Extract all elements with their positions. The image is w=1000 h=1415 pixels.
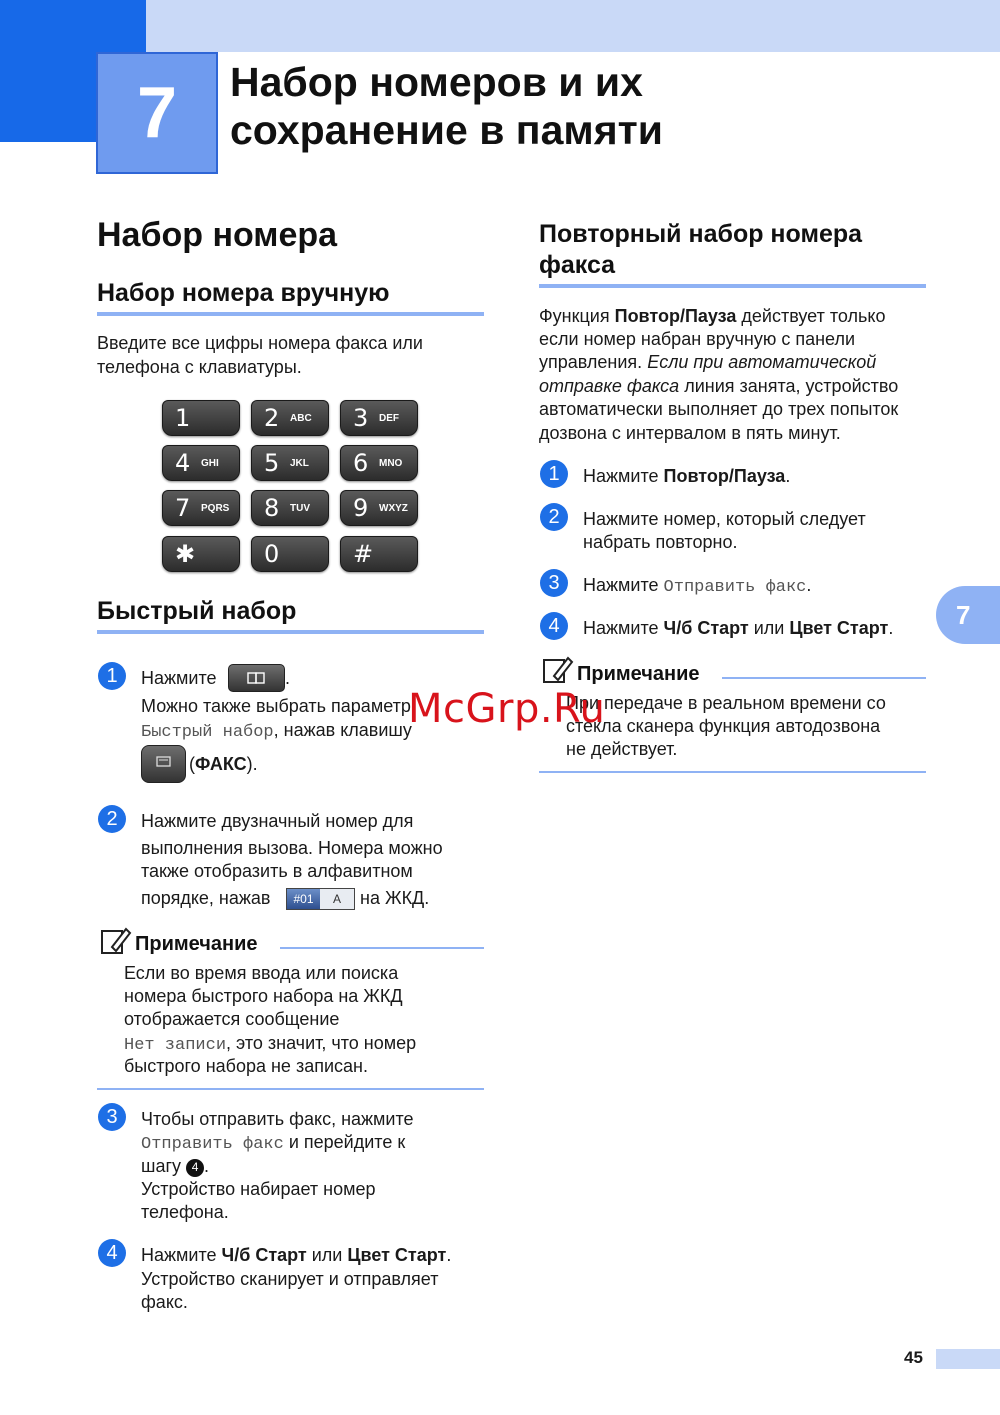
key-letters: TUV: [290, 502, 310, 514]
key-digit: 1: [175, 404, 191, 432]
keypad-key[interactable]: [162, 536, 240, 572]
dial-keypad: [162, 400, 418, 576]
note-pencil-icon: [100, 925, 132, 957]
speed-dial-title: Быстрый набор: [97, 597, 297, 625]
redial-p-l2: если номер набран вручную с панели: [539, 329, 856, 349]
redial-step-4: Нажмите Ч/б Старт или Цвет Старт.: [583, 618, 894, 638]
step-ref-badge[interactable]: 4: [186, 1159, 204, 1177]
manual-dial-rule: [97, 312, 484, 316]
fax-key-label: (ФАКС).: [189, 754, 258, 774]
key-letters: PQRS: [201, 502, 230, 514]
key-letters: MNO: [379, 457, 403, 469]
key-letters: DEF: [379, 412, 399, 424]
step-4-l3: факс.: [141, 1292, 188, 1312]
redial-step-1: Нажмите Повтор/Пауза.: [583, 466, 791, 486]
key-digit: 9: [353, 494, 369, 522]
chapter-title-line1: Набор номеров и их: [230, 59, 643, 105]
speed-dial-rule: [97, 630, 484, 634]
keypad-key[interactable]: [162, 400, 240, 436]
section-title: Набор номера: [97, 216, 338, 254]
key-digit: 7: [175, 494, 191, 522]
note-rule-bottom-right: [539, 771, 926, 773]
keypad-key[interactable]: [251, 445, 329, 481]
fax-button[interactable]: [141, 745, 186, 783]
note-right-l3: не действует.: [566, 739, 678, 759]
step-4-l1: Нажмите Ч/б Старт или Цвет Старт.: [141, 1245, 452, 1265]
note-left-l3: отображается сообщение: [124, 1009, 340, 1029]
key-digit: ✱: [175, 540, 196, 568]
keypad-key[interactable]: [340, 445, 418, 481]
key-digit: 3: [353, 404, 369, 432]
note-right-l2: стекла сканера функция автодозвона: [566, 716, 881, 736]
key-digit: 5: [264, 449, 280, 477]
keypad-key[interactable]: [340, 536, 418, 572]
step-3-l5: телефона.: [141, 1202, 229, 1222]
note-title-left: Примечание: [135, 933, 258, 955]
keypad-key[interactable]: [162, 490, 240, 526]
step-1-number: 1: [98, 662, 126, 690]
key-letters: ABC: [290, 412, 312, 424]
note-left-l1: Если во время ввода или поиска: [124, 963, 399, 983]
chapter-title: [230, 58, 970, 154]
page-number: 45: [904, 1348, 923, 1367]
redial-step-4-number: 4: [540, 612, 568, 640]
redial-title: Повторный набор номера факса: [539, 220, 863, 279]
step-4-number: 4: [98, 1239, 126, 1267]
step-1-line2: Можно также выбрать параметр: [141, 696, 411, 716]
note-title-right: Примечание: [577, 663, 700, 685]
note-pencil-icon: [542, 654, 574, 686]
watermark: McGrp.Ru: [408, 686, 606, 732]
step-3-number: 3: [98, 1103, 126, 1131]
keypad-key[interactable]: [162, 445, 240, 481]
redial-step-1-number: 1: [540, 460, 568, 488]
step-2-line4a: порядке, нажав: [141, 888, 271, 908]
key-digit: 8: [264, 494, 280, 522]
key-letters: JKL: [290, 457, 309, 469]
chapter-number: 7: [96, 52, 218, 174]
key-letters: GHI: [201, 457, 219, 469]
note-right-l1: При передаче в реальном времени со: [566, 693, 886, 713]
fax-icon: [142, 746, 185, 782]
alphabetical-lcd-button[interactable]: #01 A: [286, 888, 355, 910]
step-1-press: Нажмите: [141, 668, 217, 688]
page-number-bar: [936, 1349, 1000, 1369]
redial-step-2-number: 2: [540, 503, 568, 531]
step-3-l4: Устройство набирает номер: [141, 1179, 376, 1199]
note-left-l2: номера быстрого набора на ЖКД: [124, 986, 403, 1006]
redial-p-l5: автоматически выполняет до трех попыток: [539, 399, 899, 419]
redial-p-l4: отправке факса линия занята, устройство: [539, 376, 899, 396]
note-left-l5: быстрого набора не записан.: [124, 1056, 368, 1076]
key-digit: 6: [353, 449, 369, 477]
chapter-title-line2: сохранение в памяти: [230, 107, 663, 153]
step-2-line2: выполнения вызова. Номера можно: [141, 838, 443, 858]
manual-dial-text: Введите все цифры номера факса или телефона с клавиатуры.: [97, 333, 423, 377]
manual-dial-title: Набор номера вручную: [97, 279, 390, 307]
step-3-l1: Чтобы отправить факс, нажмите: [141, 1109, 414, 1129]
note-rule-bottom-left: [97, 1088, 484, 1090]
redial-rule: [539, 284, 926, 288]
step-2-line3: также отобразить в алфавитном: [141, 861, 413, 881]
header-band-light: [146, 0, 1000, 52]
redial-p-l6: дозвона с интервалом в пять минут.: [539, 423, 841, 443]
keypad-key[interactable]: [251, 536, 329, 572]
keypad-key[interactable]: [340, 400, 418, 436]
redial-step-3: Нажмите Отправить факс.: [583, 575, 812, 597]
step-3-l2: Отправить факс и перейдите к: [141, 1132, 406, 1154]
step-2-line1: Нажмите двузначный номер для: [141, 811, 414, 831]
address-book-button[interactable]: [228, 664, 285, 692]
keypad-key[interactable]: [340, 490, 418, 526]
note-left-l4: Нет записи, это значит, что номер: [124, 1033, 417, 1055]
key-digit: #: [353, 540, 374, 568]
note-rule-top-right: [722, 677, 926, 679]
chapter-side-tab: 7: [936, 586, 1000, 644]
step-1-line3: Быстрый набор, нажав клавишу: [141, 720, 412, 742]
note-rule-top-left: [280, 947, 484, 949]
step-3-l3: шагу 4 .: [141, 1156, 210, 1176]
step-4-l2: Устройство сканирует и отправляет: [141, 1269, 439, 1289]
keypad-key[interactable]: [251, 400, 329, 436]
step-2-number: 2: [98, 805, 126, 833]
key-digit: 0: [264, 540, 280, 568]
redial-step-2-l1: Нажмите номер, который следует: [583, 509, 866, 529]
key-digit: 4: [175, 449, 191, 477]
redial-p-l3: управления. Если при автоматической: [539, 352, 877, 372]
keypad-key[interactable]: [251, 490, 329, 526]
redial-p-l1: Функция Повтор/Пауза действует только: [539, 306, 886, 326]
key-letters: WXYZ: [379, 502, 408, 514]
book-icon: [229, 665, 284, 691]
redial-step-2-l2: набрать повторно.: [583, 532, 738, 552]
step-2-line4b: на ЖКД.: [360, 888, 430, 908]
redial-step-3-number: 3: [540, 569, 568, 597]
key-digit: 2: [264, 404, 280, 432]
